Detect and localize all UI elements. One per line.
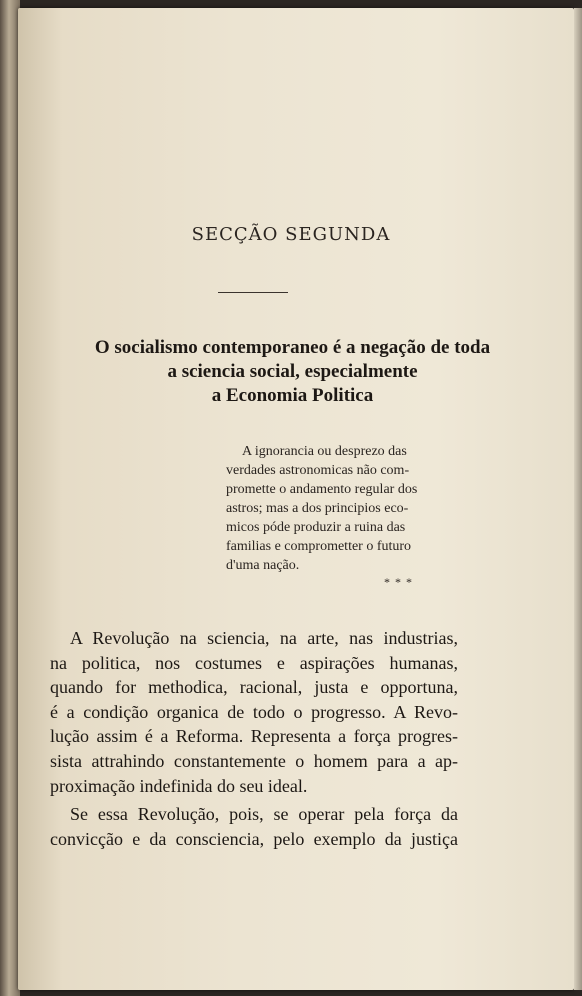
- epigraph-line: verdades astronomicas não com-: [226, 463, 410, 478]
- text-line: lução assim é a Reforma. Representa a força progres-: [50, 726, 458, 747]
- epigraph-line: familias e comprometter o futuro: [226, 539, 412, 554]
- text-line: convicção e da consciencia, pelo exemplo da justiça: [50, 828, 458, 849]
- chapter-heading: [40, 336, 545, 408]
- section-title: SECÇÃO SEGUNDA: [191, 224, 391, 245]
- text-line: é a condição organica de todo o progresso. A Revo-: [50, 701, 458, 722]
- chapter-heading-line: O socialismo contemporaneo é a negação de toda: [94, 337, 491, 358]
- epigraph-line: d'uma nação.: [226, 558, 300, 573]
- epigraph-line: promette o andamento regular dos: [226, 482, 418, 497]
- epigraph-line: astros; mas a dos principios eco-: [226, 501, 409, 516]
- text-line: proximação indefinida do seu ideal.: [50, 775, 308, 796]
- text-line: sista attrahindo constantemente o homem para a ap-: [50, 750, 458, 771]
- text-line: na politica, nos costumes e aspirações humanas,: [50, 652, 458, 673]
- chapter-heading-line: a sciencia social, especialmente: [167, 361, 418, 382]
- chapter-heading-line: a Economia Politica: [211, 385, 374, 406]
- paragraph: [50, 802, 458, 851]
- text-line: quando for methodica, racional, justa e opportuna,: [50, 677, 458, 698]
- text-line: Se essa Revolução, pois, se operar pela força da: [70, 804, 458, 825]
- page-fore-edge: [574, 8, 582, 990]
- epigraph: [226, 442, 459, 575]
- asterism: * * *: [384, 575, 413, 589]
- epigraph-line: A ignorancia ou desprezo das: [242, 444, 407, 459]
- epigraph-line: micos póde produzir a ruina das: [226, 520, 406, 535]
- body-text: [50, 626, 458, 851]
- book-binding: [0, 0, 20, 996]
- section-divider-rule: [218, 292, 288, 293]
- text-line: A Revolução na sciencia, na arte, nas industrias,: [70, 628, 458, 648]
- paragraph: [50, 626, 458, 798]
